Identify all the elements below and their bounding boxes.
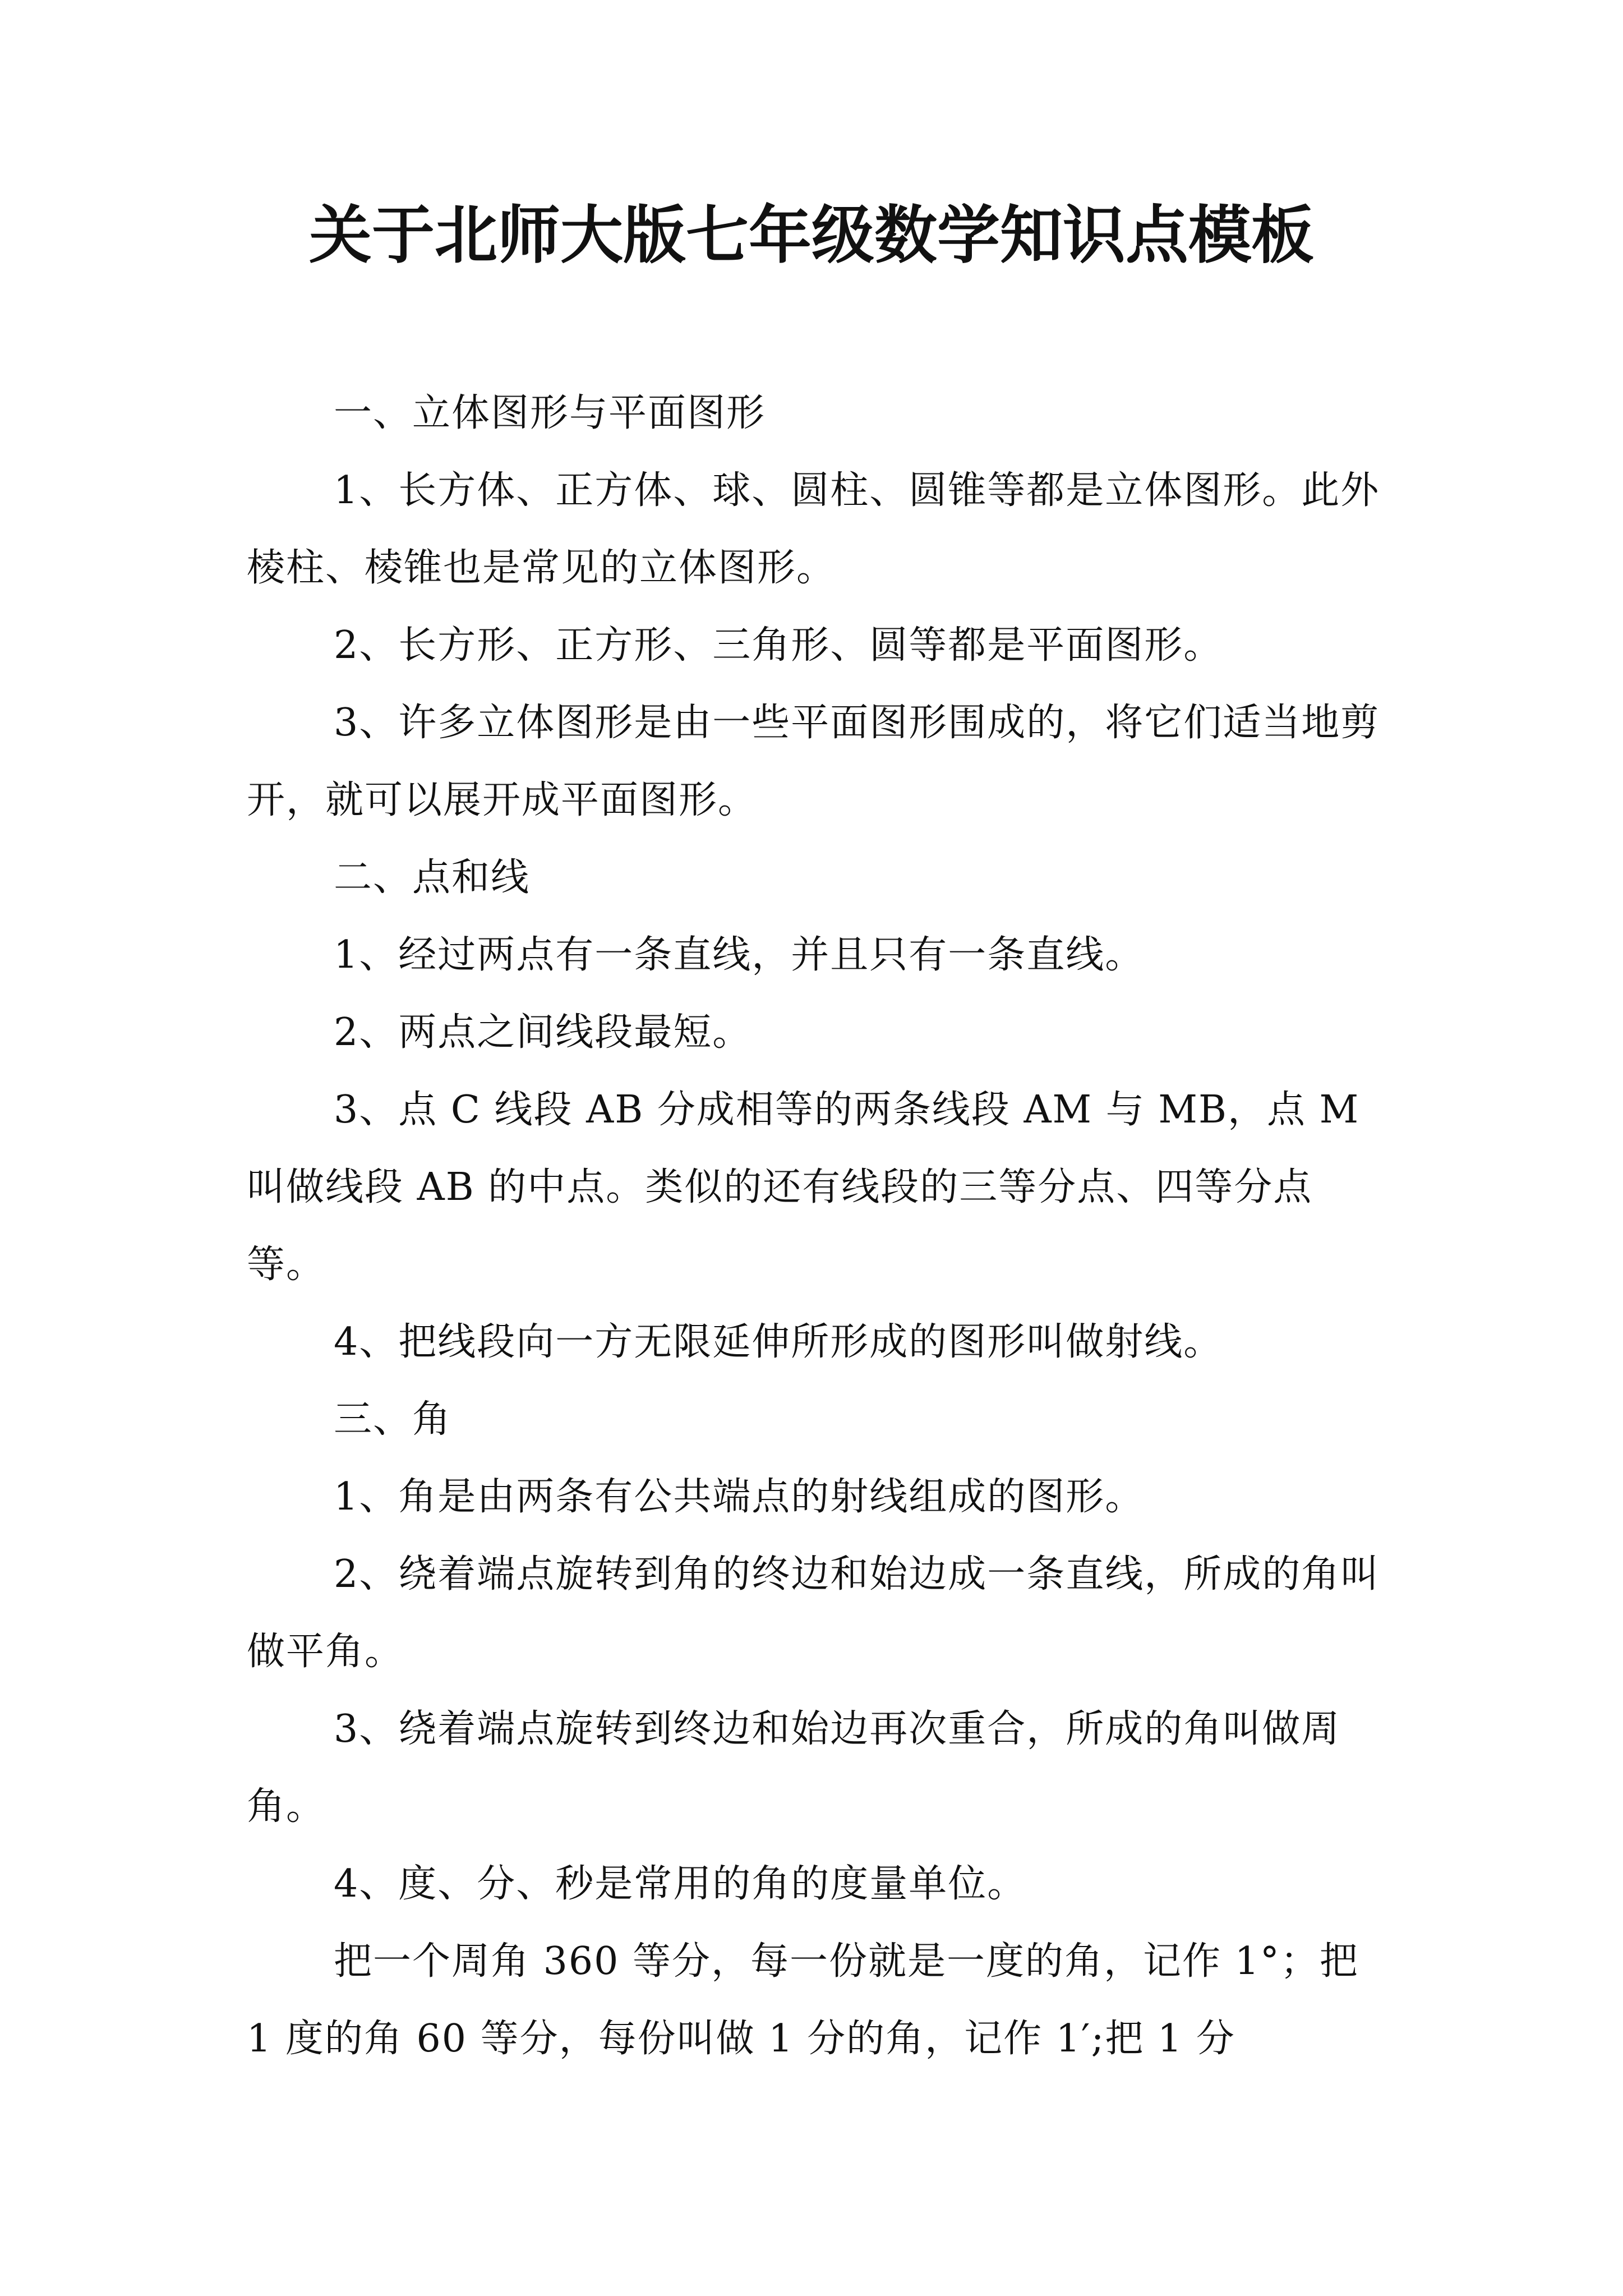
section-heading-solid-and-plane-figures: 一、立体图形与平面图形 bbox=[334, 391, 766, 435]
paragraph-angle-definition: 1、角是由两条有公共端点的射线组成的图形。 bbox=[334, 1475, 1145, 1519]
paragraph-plane-figures: 2、长方形、正方形、三角形、圆等都是平面图形。 bbox=[334, 623, 1223, 668]
paragraph-degree-minute: 把一个周角 360 等分，每一份就是一度的角，记作 1°；把 1 度的角 60 等分，每份叫做 1 分的角，记作 1′;把 1 分 bbox=[247, 1939, 1359, 2061]
document-title: 关于北师大版七年级数学知识点模板 bbox=[309, 199, 1314, 272]
paragraph-solid-figures: 1、长方体、正方体、球、圆柱、圆锥等都是立体图形。此外棱柱、棱锥也是常见的立体图形。 bbox=[247, 468, 1380, 590]
paragraph-full-angle: 3、绕着端点旋转到终边和始边再次重合，所成的角叫做周角。 bbox=[247, 1707, 1341, 1829]
paragraph-two-points-line: 1、经过两点有一条直线，并且只有一条直线。 bbox=[334, 933, 1145, 977]
paragraph-angle-units: 4、度、分、秒是常用的角的度量单位。 bbox=[334, 1862, 1027, 1906]
paragraph-straight-angle: 2、绕着端点旋转到角的终边和始边成一条直线，所成的角叫做平角。 bbox=[247, 1552, 1380, 1674]
section-heading-angles: 三、角 bbox=[334, 1397, 452, 1442]
paragraph-unfolding-figures: 3、许多立体图形是由一些平面图形围成的，将它们适当地剪开，就可以展开成平面图形。 bbox=[247, 701, 1380, 822]
document-body bbox=[247, 375, 1391, 2078]
paragraph-midpoint: 3、点 C 线段 AB 分成相等的两条线段 AM 与 MB，点 M 叫做线段 AB 的中点。类似的还有线段的三等分点、四等分点等。 bbox=[247, 1088, 1360, 1287]
section-heading-points-and-lines: 二、点和线 bbox=[334, 855, 531, 900]
paragraph-ray: 4、把线段向一方无限延伸所形成的图形叫做射线。 bbox=[334, 1320, 1223, 1364]
paragraph-shortest-segment: 2、两点之间线段最短。 bbox=[334, 1010, 752, 1055]
